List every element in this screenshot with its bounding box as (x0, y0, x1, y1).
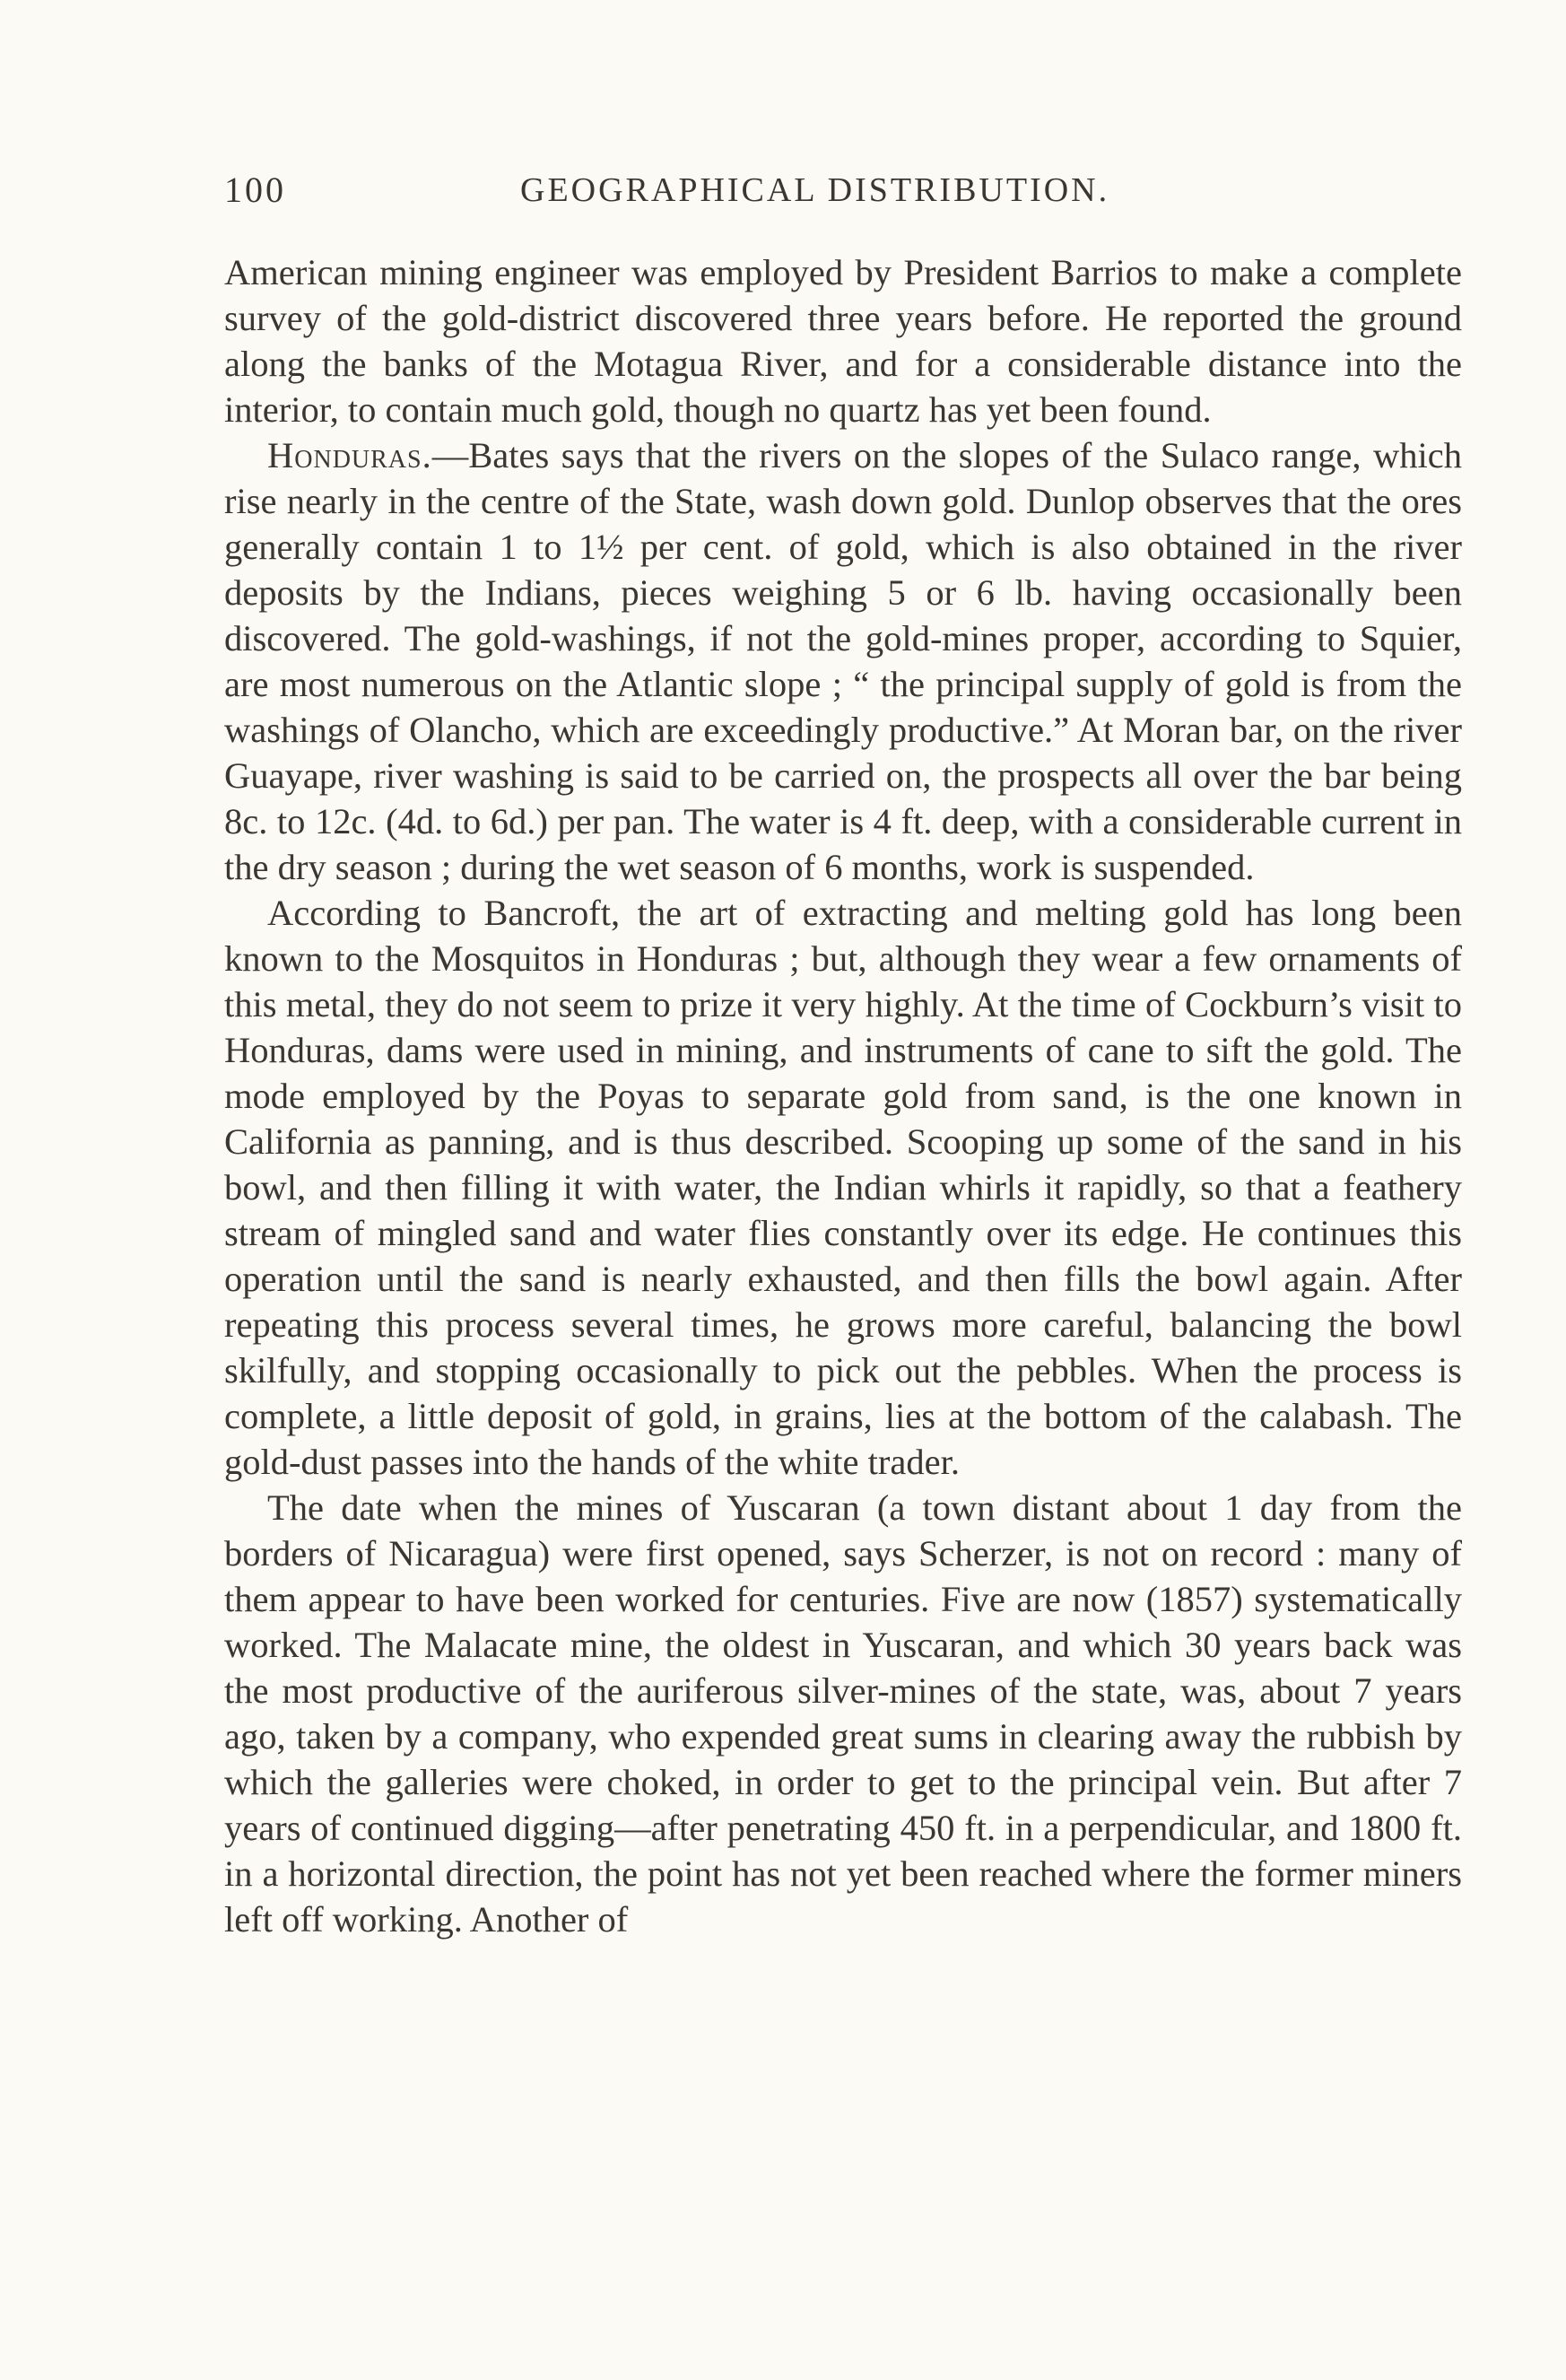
section-heading-honduras: Honduras. (267, 435, 432, 475)
body-text (224, 249, 1462, 1942)
paragraph-guatemala-continued: American mining engineer was employed by President Barrios to make a complete survey of the gold-district discovered three years before. He reported the ground along the banks of the Motagua River, and for a considerable distance into the interior, to contain much gold, though no quartz has yet been found. (224, 252, 1462, 430)
paragraph-bancroft: According to Bancroft, the art of extracting and melting gold has long been known to the Mosquitos in Honduras ; but, although they wear a few ornaments of this metal, they do not seem to prize it very highly. At the time of Cockburn’s visit to Honduras, dams were used in mining, and instruments of cane to sift the gold. The mode employed by the Poyas to separate gold from sand, is the one known in California as panning, and is thus described. Scooping up some of the sand in his bowl, and then filling it with water, the Indian whirls it rapidly, so that a feathery stream of mingled sand and water flies constantly over its edge. He continues this operation until the sand is nearly exhausted, and then fills the bowl again. After repeating this process several times, he grows more careful, balancing the bowl skilfully, and stopping occasionally to pick out the pebbles. When the process is complete, a little deposit of gold, in grains, lies at the bottom of the calabash. The gold-dust passes into the hands of the white trader. (224, 893, 1462, 1482)
paragraph-honduras (224, 432, 1462, 890)
page-header (0, 169, 1566, 214)
paragraph-honduras-text: —Bates says that the rivers on the slopes of the Sulaco range, which rise nearly in the centre of the State, wash down gold. Dunlop observes that the ores generally contain 1 to 1½ per cent. of gold, which is also obtained in the river deposits by the Indians, pieces weighing 5 or 6 lb. having occasionally been discovered. The gold-washings, if not the gold-mines proper, according to Squier, are most numerous on the Atlantic slope ; “ the principal supply of gold is from the washings of Olancho, which are exceedingly productive.” At Moran bar, on the river Guayape, river washing is said to be carried on, the prospects all over the bar being 8c. to 12c. (4d. to 6d.) per pan. The water is 4 ft. deep, with a considerable current in the dry season ; during the wet season of 6 months, work is suspended. (224, 435, 1462, 887)
running-head: GEOGRAPHICAL DISTRIBUTION. (520, 171, 1110, 209)
paragraph-yuscaran: The date when the mines of Yuscaran (a town distant about 1 day from the borders of Nicaragua) were first opened, says Scherzer, is not on record : many of them appear to have been worked for centuries. Five are now (1857) systematically worked. The Malacate mine, the oldest in Yuscaran, and which 30 years back was the most productive of the auriferous silver-mines of the state, was, about 7 years ago, taken by a company, who expended great sums in clearing away the rubbish by which the galleries were choked, in order to get to the principal vein. But after 7 years of continued digging—after penetrating 450 ft. in a perpendicular, and 1800 ft. in a horizontal direction, the point has not yet been reached where the former miners left off working. Another of (224, 1487, 1462, 1940)
page-number: 100 (224, 170, 286, 210)
